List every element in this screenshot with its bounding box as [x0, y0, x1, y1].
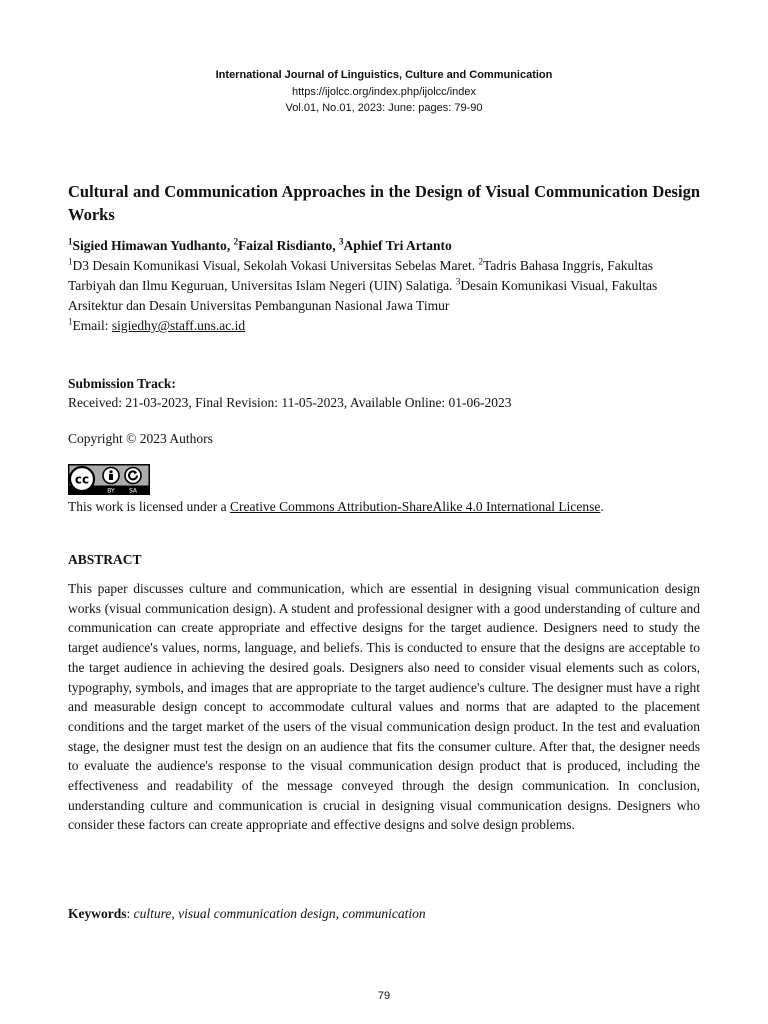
author-separator: , — [332, 238, 339, 253]
affiliation-sup: 1 — [68, 256, 73, 267]
author-list — [68, 236, 700, 256]
volume-info: Vol.01, No.01, 2023: June: pages: 79-90 — [285, 102, 483, 114]
copyright-notice: Copyright © 2023 Authors — [68, 431, 213, 446]
affiliation-3: Desain Komunikasi Visual, Fakultas Arsitektur dan Desain Universitas Pembangunan Nasional Jawa Timur — [68, 278, 658, 313]
journal-url: https://ijolcc.org/index.php/ijolcc/index — [291, 85, 477, 98]
badge-by-text: BY — [107, 487, 115, 495]
affiliation-2: Tadris Bahasa Inggris, Fakultas Tarbiyah dan Ilmu Keguruan, Universitas Islam Negeri (UIN) Salatiga. — [68, 258, 654, 293]
author-sup: 1 — [68, 236, 73, 247]
abstract-heading: ABSTRACT — [68, 552, 142, 567]
author-sup: 2 — [233, 236, 239, 247]
badge-sa-text: SA — [128, 487, 138, 495]
keywords-label: Keywords — [68, 906, 127, 921]
page-number: 79 — [377, 990, 391, 1002]
journal-header — [0, 67, 768, 117]
author-name: Aphief Tri Artanto — [343, 238, 452, 253]
author-block — [68, 236, 700, 336]
author-name: Faizal Risdianto — [238, 238, 333, 253]
license-suffix: . — [600, 499, 604, 514]
affiliation-1: D3 Desain Komunikasi Visual, Sekolah Vokasi Universitas Sebelas Maret. — [72, 258, 479, 273]
affiliations — [68, 256, 700, 316]
author-name: Sigied Himawan Yudhanto — [72, 238, 227, 253]
affiliation-sup: 2 — [478, 256, 484, 267]
author-separator: , — [226, 238, 234, 253]
affiliation-sup: 3 — [455, 276, 461, 287]
article-title: Cultural and Communication Approaches in the Design of Visual Communication Design Works — [68, 182, 700, 224]
license-prefix: This work is licensed under a — [68, 499, 230, 514]
keywords-line — [68, 904, 700, 923]
keywords-values: culture, visual communication design, communication — [133, 906, 426, 921]
cc-by-sa-badge-icon[interactable] — [68, 464, 150, 495]
submission-track — [68, 374, 700, 412]
submission-dates: Received: 21-03-2023, Final Revision: 11-05-2023, Available Online: 01-06-2023 — [68, 395, 512, 410]
author-sup: 3 — [338, 236, 344, 247]
email-link[interactable]: sigiedhy@staff.uns.ac.id — [111, 318, 246, 333]
journal-title: International Journal of Linguistics, Culture and Communication — [215, 69, 553, 81]
email-sup: 1 — [68, 316, 73, 327]
keywords-colon: : — [126, 906, 134, 921]
email-label: Email: — [72, 318, 112, 333]
email-line — [68, 316, 700, 336]
license-statement — [68, 497, 700, 516]
submission-label: Submission Track: — [68, 376, 176, 391]
abstract-text: This paper discusses culture and communication, which are essential in designing visual communication design works (visual communication design). A student and professional designer with a good understanding of culture and communication can create appropriate and effective designs for the target audience. Designers need to study the target audience's values, norms, language, and beliefs. This is conducted to ensure that the designs are acceptable to the target audience in achieving the desired goals. Designers also need to consider visual elements such as colors, typography, symbols, and images that are appropriate to the target audience's culture. The designer must have a right and measurable design concept to accommodate cultural values and norms that are adapted to the placement conditions and the target market of the users of the visual communication design product. In the test and evaluation stage, the designer must test the design on an audience that fits the consumer culture. After that, the designer needs to evaluate the audience's response to the visual communication design product that is produced, including the effectiveness and readability of the message conveyed through the design communication. In conclusion, understanding culture and communication is crucial in designing visual communication designs. Designers who consider these factors can create appropriate and effective designs and solve design problems. — [68, 581, 700, 833]
cc-text: cc — [74, 472, 90, 487]
license-link[interactable]: Creative Commons Attribution-ShareAlike 4.0 International License — [229, 499, 601, 514]
